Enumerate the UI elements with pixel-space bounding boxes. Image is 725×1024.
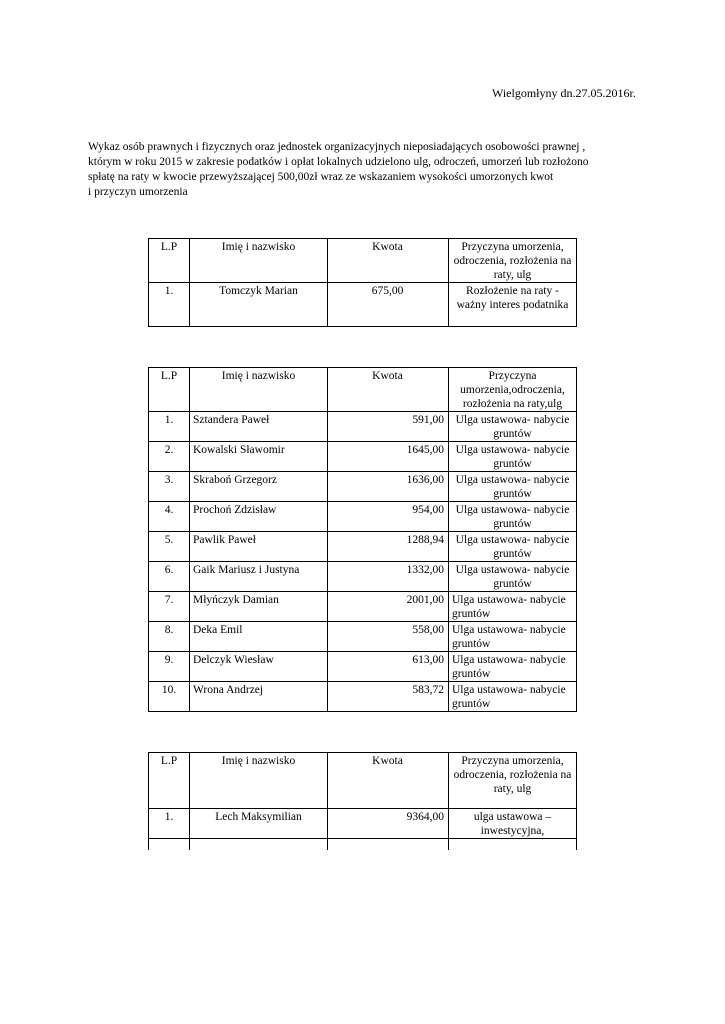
table-header-row: [149, 239, 577, 283]
cell-reason: Ulga ustawowa- nabycie gruntów: [449, 652, 577, 682]
cell-reason: Ulga ustawowa- nabycie gruntów: [449, 622, 577, 652]
cell-lp: 6.: [149, 562, 190, 592]
header-amount: Kwota: [328, 753, 449, 809]
cell-empty: [449, 839, 577, 851]
cell-lp: 10.: [149, 682, 190, 712]
cell-name: Prochoń Zdzisław: [190, 502, 328, 532]
cell-amount: 2001,00: [328, 592, 449, 622]
cell-amount: 1332,00: [328, 562, 449, 592]
cell-reason: ulga ustawowa – inwestycyjna,: [449, 809, 577, 839]
cell-reason: Ulga ustawowa- nabycie gruntów: [449, 502, 577, 532]
table-row: [149, 809, 577, 839]
table-header-row: [149, 753, 577, 809]
table-row: [149, 622, 577, 652]
cell-amount: 613,00: [328, 652, 449, 682]
cell-name: Sztandera Paweł: [190, 412, 328, 442]
table-row: [149, 283, 577, 327]
cell-reason: Ulga ustawowa- nabycie gruntów: [449, 412, 577, 442]
cell-amount: 675,00: [328, 283, 449, 327]
cell-lp: 7.: [149, 592, 190, 622]
table-row: [149, 682, 577, 712]
header-name: Imię i nazwisko: [190, 239, 328, 283]
cell-amount: 1636,00: [328, 472, 449, 502]
cell-name: Deka Emil: [190, 622, 328, 652]
table-row-continued: [149, 839, 577, 851]
intro-line: i przyczyn umorzenia: [88, 186, 188, 198]
cell-name: Lech Maksymilian: [190, 809, 328, 839]
header-lp: L.P: [149, 368, 190, 412]
header-amount: Kwota: [328, 239, 449, 283]
cell-lp: 5.: [149, 532, 190, 562]
cell-amount: 954,00: [328, 502, 449, 532]
table-row: [149, 412, 577, 442]
cell-lp: 4.: [149, 502, 190, 532]
table-row: [149, 592, 577, 622]
cell-name: Gaik Mariusz i Justyna: [190, 562, 328, 592]
intro-line: spłatę na raty w kwocie przewyższającej 500,00zł wraz ze wskazaniem wysokości umorzonych kwot: [88, 171, 554, 183]
cell-lp: 1.: [149, 283, 190, 327]
cell-empty: [149, 839, 190, 851]
cell-name: Pawlik Paweł: [190, 532, 328, 562]
cell-lp: 8.: [149, 622, 190, 652]
cell-empty: [190, 839, 328, 851]
cell-amount: 1645,00: [328, 442, 449, 472]
table-installments: [148, 238, 577, 327]
table-row: [149, 562, 577, 592]
header-reason: Przyczyna umorzenia, odroczenia, rozłożenia na raty, ulg: [449, 239, 577, 283]
cell-amount: 9364,00: [328, 809, 449, 839]
cell-reason: Ulga ustawowa- nabycie gruntów: [449, 682, 577, 712]
cell-lp: 9.: [149, 652, 190, 682]
header-reason: Przyczyna umorzenia,odroczenia, rozłożenia na raty,ulg: [449, 368, 577, 412]
cell-reason: Ulga ustawowa- nabycie gruntów: [449, 562, 577, 592]
table-investment-relief: [148, 752, 577, 850]
cell-amount: 591,00: [328, 412, 449, 442]
cell-reason: Ulga ustawowa- nabycie gruntów: [449, 472, 577, 502]
cell-amount: 583,72: [328, 682, 449, 712]
table-row: [149, 442, 577, 472]
cell-amount: 558,00: [328, 622, 449, 652]
intro-line: którym w roku 2015 w zakresie podatków i opłat lokalnych udzielono ulg, odroczeń, umorzeń lub rozłożono: [88, 156, 589, 168]
table-row: [149, 472, 577, 502]
table-row: [149, 652, 577, 682]
cell-reason: Ulga ustawowa- nabycie gruntów: [449, 592, 577, 622]
cell-name: Wrona Andrzej: [190, 682, 328, 712]
intro-paragraph: [88, 140, 648, 200]
document-date: Wielgomłyny dn.27.05.2016r.: [492, 86, 636, 100]
cell-name: Skraboń Grzegorz: [190, 472, 328, 502]
cell-empty: [328, 839, 449, 851]
cell-lp: 1.: [149, 809, 190, 839]
intro-line: Wykaz osób prawnych i fizycznych oraz jednostek organizacyjnych nieposiadających osobowości prawnej ,: [88, 141, 586, 153]
cell-lp: 3.: [149, 472, 190, 502]
table-relief: [148, 367, 577, 712]
cell-name: Młyńczyk Damian: [190, 592, 328, 622]
cell-name: Kowalski Sławomir: [190, 442, 328, 472]
header-lp: L.P: [149, 239, 190, 283]
cell-name: Delczyk Wiesław: [190, 652, 328, 682]
header-name: Imię i nazwisko: [190, 753, 328, 809]
header-amount: Kwota: [328, 368, 449, 412]
header-lp: L.P: [149, 753, 190, 809]
cell-lp: 1.: [149, 412, 190, 442]
table-row: [149, 532, 577, 562]
header-name: Imię i nazwisko: [190, 368, 328, 412]
header-reason: Przyczyna umorzenia, odroczenia, rozłożenia na raty, ulg: [449, 753, 577, 809]
table-row: [149, 502, 577, 532]
cell-name: Tomczyk Marian: [190, 283, 328, 327]
cell-reason: Rozłożenie na raty - ważny interes podatnika: [449, 283, 577, 327]
cell-reason: Ulga ustawowa- nabycie gruntów: [449, 442, 577, 472]
cell-lp: 2.: [149, 442, 190, 472]
table-header-row: [149, 368, 577, 412]
cell-amount: 1288,94: [328, 532, 449, 562]
cell-reason: Ulga ustawowa- nabycie gruntów: [449, 532, 577, 562]
